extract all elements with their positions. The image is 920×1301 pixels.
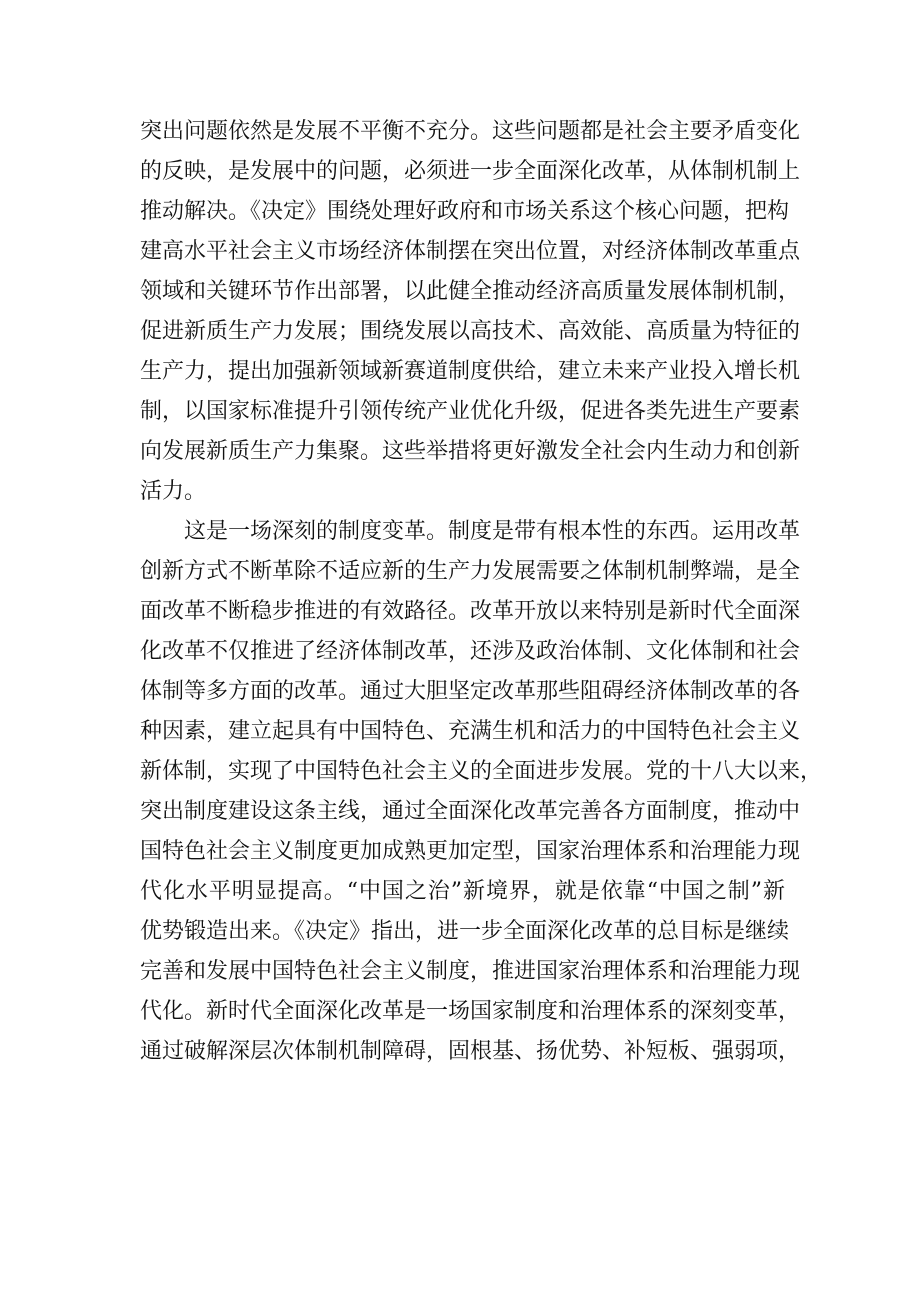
paragraph-2-line-5: 体制等多方面的改革。通过大胆坚定改革那些阻碍经济体制改革的各 <box>140 679 801 704</box>
paragraph-1-line-10: 活力。 <box>140 479 207 504</box>
paragraph-2-line-3: 面改革不断稳步推进的有效路径。改革开放以来特别是新时代全面深 <box>140 599 801 624</box>
paragraph-1-line-9: 向发展新质生产力集聚。这些举措将更好激发全社会内生动力和创新 <box>140 439 801 464</box>
paragraph-2-line-7: 新体制，实现了中国特色社会主义的全面进步发展。党的十八大以来， <box>140 759 823 784</box>
document-body <box>140 112 823 1072</box>
paragraph-1-line-4: 建高水平社会主义市场经济体制摆在突出位置，对经济体制改革重点 <box>140 239 801 264</box>
paragraph-2-line-13: 代化。新时代全面深化改革是一场国家制度和治理体系的深刻变革， <box>140 999 801 1024</box>
paragraph-2-line-6: 种因素，建立起具有中国特色、充满生机和活力的中国特色社会主义 <box>140 719 801 744</box>
paragraph-1-line-2: 的反映，是发展中的问题，必须进一步全面深化改革，从体制机制上 <box>140 159 801 184</box>
paragraph-2-line-11: 优势锻造出来。《决定》指出，进一步全面深化改革的总目标是继续 <box>140 919 790 944</box>
paragraph-2-line-1: 这是一场深刻的制度变革。制度是带有根本性的东西。运用改革 <box>184 519 801 544</box>
paragraph-1-line-3: 推动解决。《决定》围绕处理好政府和市场关系这个核心问题，把构 <box>140 199 790 224</box>
paragraph-2-line-12: 完善和发展中国特色社会主义制度，推进国家治理体系和治理能力现 <box>140 959 801 984</box>
paragraph-1-line-1: 突出问题依然是发展不平衡不充分。这些问题都是社会主要矛盾变化 <box>140 119 801 144</box>
paragraph-1-line-6: 促进新质生产力发展；围绕发展以高技术、高效能、高质量为特征的 <box>140 319 801 344</box>
paragraph-1-line-5: 领域和关键环节作出部署，以此健全推动经济高质量发展体制机制， <box>140 279 801 304</box>
paragraph-2-line-10: 代化水平明显提高。“中国之治”新境界，就是依靠“中国之制”新 <box>140 879 785 904</box>
paragraph-1-line-8: 制，以国家标准提升引领传统产业优化升级，促进各类先进生产要素 <box>140 399 801 424</box>
paragraph-2-line-9: 国特色社会主义制度更加成熟更加定型，国家治理体系和治理能力现 <box>140 839 801 864</box>
paragraph-2-line-14: 通过破解深层次体制机制障碍，固根基、扬优势、补短板、强弱项， <box>140 1039 801 1064</box>
paragraph-2-line-4: 化改革不仅推进了经济体制改革，还涉及政治体制、文化体制和社会 <box>140 639 801 664</box>
paragraph-1-line-7: 生产力，提出加强新领域新赛道制度供给，建立未来产业投入增长机 <box>140 359 801 384</box>
paragraph-2-line-8: 突出制度建设这条主线，通过全面深化改革完善各方面制度，推动中 <box>140 799 801 824</box>
paragraph-2-line-2: 创新方式不断革除不适应新的生产力发展需要之体制机制弊端，是全 <box>140 559 801 584</box>
